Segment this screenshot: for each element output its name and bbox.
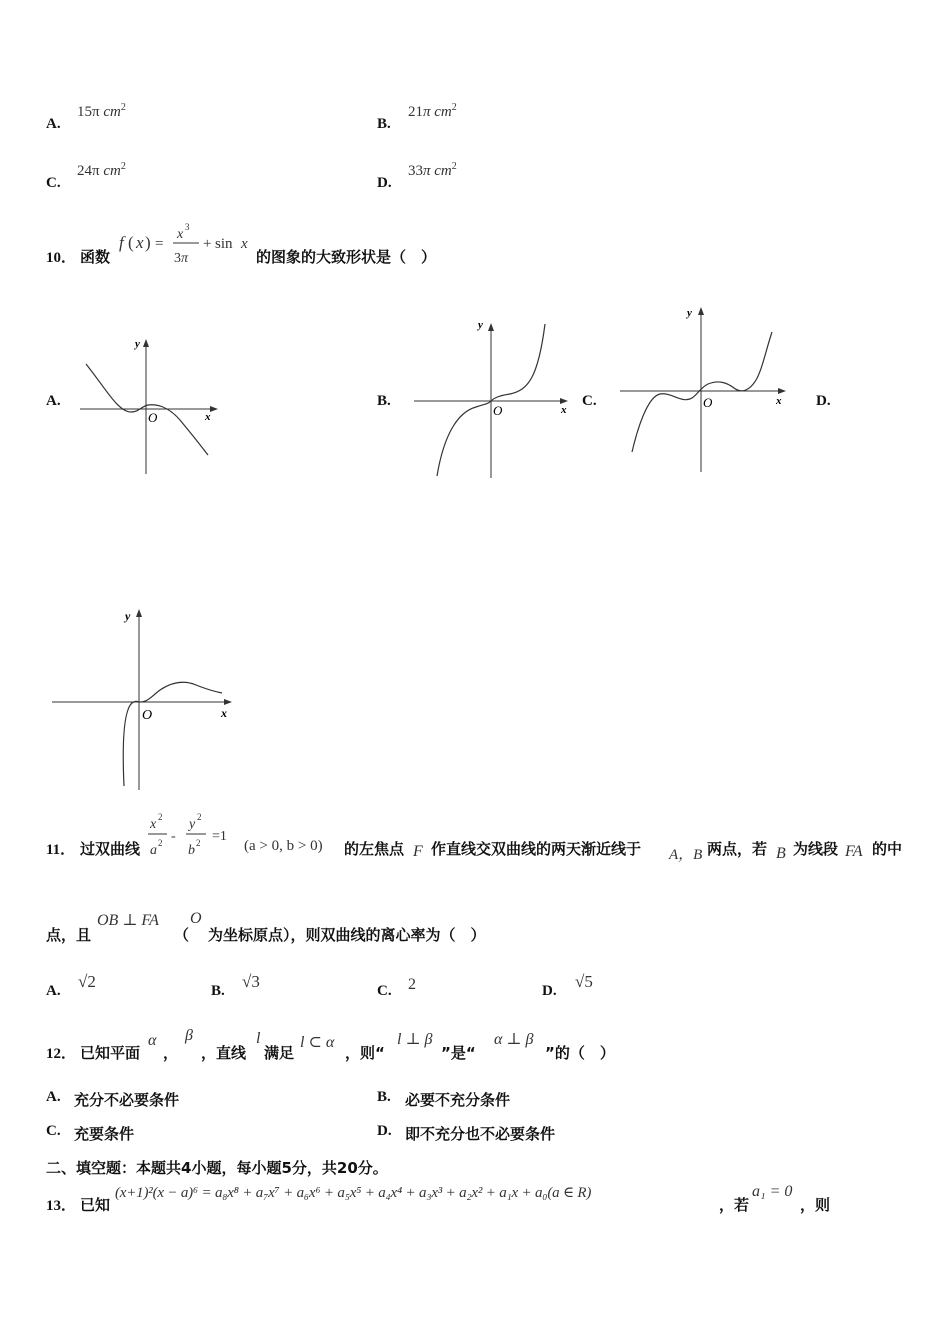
graph-d-y-label: y <box>125 609 131 623</box>
svg-text:2: 2 <box>158 812 163 822</box>
q13-cond: a₁ = 0 <box>752 1183 793 1200</box>
svg-text:-: - <box>171 829 176 844</box>
q11-B: B <box>776 845 786 862</box>
q11-F: F <box>413 843 423 860</box>
q11-condition: (a > 0, b > 0) <box>244 838 323 854</box>
q11-number: 11． <box>46 842 76 858</box>
q9-option-c-label: C. <box>46 175 61 191</box>
svg-text:(: ( <box>128 233 134 252</box>
q13-part3: ，则 <box>800 1196 831 1214</box>
q10-suffix: 的图象的大致形状是（ ） <box>256 248 437 266</box>
q10-graph-a <box>76 334 222 480</box>
q12-number: 12． <box>46 1046 77 1062</box>
q11-option-c-value: 2 <box>408 976 416 993</box>
q11-option-d-value: √5 <box>575 972 593 991</box>
svg-text:2: 2 <box>197 812 202 822</box>
q12-comma: ， <box>163 1044 179 1062</box>
q12-option-a-label: A. <box>46 1089 61 1105</box>
q11-AB: A，B <box>669 847 703 863</box>
svg-text:sin: sin <box>215 236 233 252</box>
svg-text:f: f <box>119 233 124 252</box>
q12-cond: l ⊂ α <box>300 1034 335 1051</box>
q12-part5: ”是“ <box>441 1044 476 1062</box>
q11-option-b-label: B. <box>211 983 225 999</box>
q12-option-c-text: 充要条件 <box>74 1125 135 1143</box>
q9-option-b-label: B. <box>377 116 391 132</box>
q9-option-c-value: 24π $cm^2$ <box>77 161 126 179</box>
q11-option-b-value: √3 <box>242 972 260 991</box>
q11-option-a-value: √2 <box>78 972 96 991</box>
svg-text:3: 3 <box>185 222 190 232</box>
graph-d-origin-label: O <box>142 708 153 723</box>
graph-a-x-label: x <box>205 411 211 423</box>
graph-a-y-label: y <box>135 338 140 350</box>
q12-part3: 满足 <box>264 1044 295 1062</box>
q10-option-d-label: D. <box>816 393 831 409</box>
q10-number: 10． <box>46 250 77 266</box>
q10-prefix: 函数 <box>80 248 111 266</box>
q13-expansion: (x+1)²(x − a)⁶ = a₈x⁸ + a₇x⁷ + a₆x⁶ + a₅x⁵ + a₄x⁴ + a₃x³ + a₂x² + a₁x + a₀(a ∈ R) <box>115 1185 592 1201</box>
q12-expr1: l ⊥ β <box>397 1031 433 1048</box>
q12-alpha: α <box>148 1032 157 1049</box>
q10-graph-b <box>410 316 574 482</box>
q10-option-b-label: B. <box>377 393 391 409</box>
svg-text:3π: 3π <box>174 251 189 266</box>
q9-option-a-value: 15π $cm^2$ <box>77 102 126 120</box>
q12-option-d-label: D. <box>377 1123 392 1139</box>
q13-part1: 已知 <box>80 1196 111 1214</box>
q10-graph-c <box>616 300 792 476</box>
svg-text:x: x <box>150 817 157 832</box>
q11-option-d-label: D. <box>542 983 557 999</box>
svg-text:y: y <box>189 817 196 832</box>
section-heading: 二、填空题：本题共4小题，每小题5分，共20分。 <box>46 1159 388 1177</box>
svg-text:): ) <box>145 233 151 252</box>
q12-part2: ，直线 <box>201 1044 247 1062</box>
q11-option-c-label: C. <box>377 983 392 999</box>
svg-text:=1: =1 <box>212 829 227 844</box>
q11-option-a-label: A. <box>46 983 61 999</box>
q11-part1: 过双曲线 <box>80 840 141 858</box>
graph-b-x-label: x <box>561 404 567 416</box>
graph-c-origin-label: O <box>703 395 713 410</box>
q9-option-a-label: A. <box>46 116 61 132</box>
q11-FA: FA <box>845 843 863 860</box>
q12-part6: ”的（ ） <box>545 1044 615 1062</box>
q13-number: 13． <box>46 1198 77 1214</box>
q12-part1: 已知平面 <box>80 1044 141 1062</box>
svg-text:=: = <box>155 236 164 252</box>
q11-hyperbola <box>146 810 238 862</box>
q11-part6: 的中 <box>872 840 903 858</box>
q11-paren: （ <box>174 926 190 944</box>
q12-option-a-text: 充分不必要条件 <box>74 1091 180 1109</box>
graph-c-x-label: x <box>776 395 782 407</box>
svg-text:x: x <box>241 236 248 252</box>
graph-a-origin-label: O <box>148 410 158 425</box>
graph-c-y-label: y <box>687 307 692 319</box>
q11-line2-part2: 为坐标原点），则双曲线的离心率为（ ） <box>208 926 486 944</box>
q11-part5: 为线段 <box>793 840 839 858</box>
svg-text:b: b <box>188 843 195 858</box>
svg-text:x: x <box>177 227 184 242</box>
q12-option-d-text: 即不充分也不必要条件 <box>405 1125 556 1143</box>
q11-perp: OB ⊥ FA <box>97 912 159 929</box>
q11-part2: 的左焦点 <box>344 840 405 858</box>
svg-text:2: 2 <box>158 838 163 848</box>
q10-option-c-label: C. <box>582 393 597 409</box>
svg-text:+: + <box>203 236 212 252</box>
q13-part2: ，若 <box>719 1196 750 1214</box>
graph-b-origin-label: O <box>493 403 503 418</box>
q9-option-b-value: 21π $cm^2$ <box>408 102 457 120</box>
q11-line2-part1: 点，且 <box>46 926 92 944</box>
q12-expr2: α ⊥ β <box>494 1031 534 1048</box>
svg-text:2: 2 <box>196 838 201 848</box>
q12-part4: ，则“ <box>345 1044 385 1062</box>
q12-l: l <box>256 1030 261 1047</box>
q12-option-c-label: C. <box>46 1123 61 1139</box>
q11-part4: 两点，若 <box>707 840 768 858</box>
q9-option-d-label: D. <box>377 175 392 191</box>
q11-O: O <box>190 910 202 927</box>
q10-formula <box>117 218 253 270</box>
q11-part3: 作直线交双曲线的两天渐近线于 <box>431 840 642 858</box>
graph-b-y-label: y <box>478 319 483 331</box>
graph-d-x-label: x <box>221 706 227 720</box>
q12-beta: β <box>185 1027 193 1044</box>
svg-text:a: a <box>150 843 157 858</box>
q12-option-b-label: B. <box>377 1089 391 1105</box>
q12-option-b-text: 必要不充分条件 <box>405 1091 511 1109</box>
q9-option-d-value: 33π $cm^2$ <box>408 161 457 179</box>
q10-option-a-label: A. <box>46 393 61 409</box>
svg-text:x: x <box>136 233 144 252</box>
q10-graph-d <box>48 602 238 794</box>
